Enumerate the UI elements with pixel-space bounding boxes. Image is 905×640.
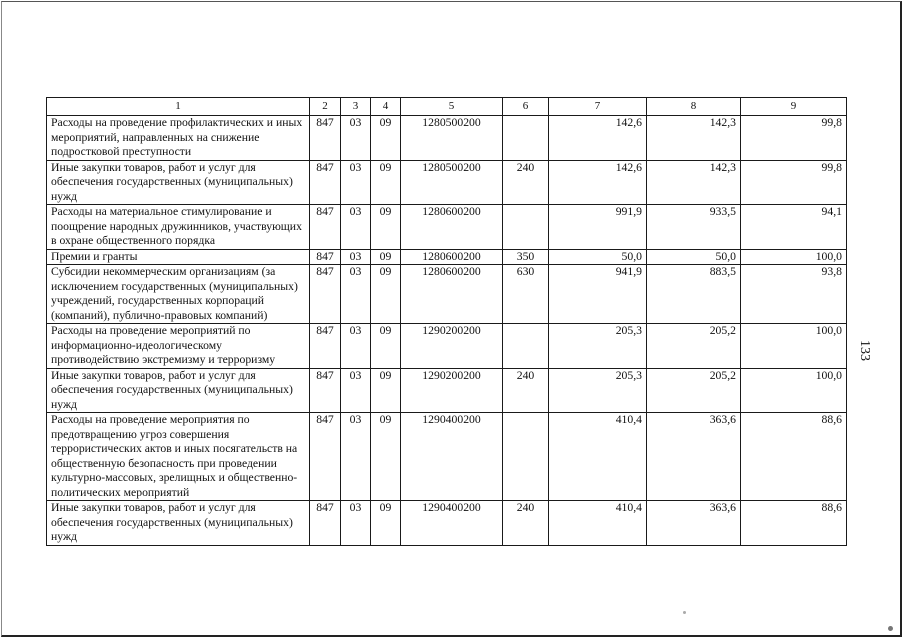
value-col8-cell: 363,6 [647,501,741,546]
section-code-cell: 03 [341,501,371,546]
value-col7-cell: 941,9 [549,265,647,324]
value-col8-cell: 363,6 [647,413,741,501]
expense-name-cell: Иные закупки товаров, работ и услуг для обеспечения государственных (муниципальных) нужд [47,368,310,413]
ministry-code-cell: 847 [310,413,341,501]
percent-cell: 100,0 [741,324,847,369]
target-article-cell: 1280500200 [401,160,503,205]
column-header: 3 [341,98,371,116]
page-number: 133 [857,340,872,361]
ministry-code-cell: 847 [310,265,341,324]
percent-cell: 99,8 [741,116,847,161]
section-code-cell: 03 [341,413,371,501]
subsection-code-cell: 09 [371,160,401,205]
ministry-code-cell: 847 [310,116,341,161]
expense-name-cell: Субсидии некоммерческим организациям (за исключением государственных (муниципальных) учреждений, государственных корпораций (компаний), публично-правовых компаний) [47,265,310,324]
table-row [47,160,847,205]
target-article-cell: 1290200200 [401,324,503,369]
expense-name-cell: Иные закупки товаров, работ и услуг для обеспечения государственных (муниципальных) нужд [47,160,310,205]
ministry-code-cell: 847 [310,160,341,205]
table-row [47,324,847,369]
value-col7-cell: 142,6 [549,116,647,161]
expense-type-cell: 240 [503,501,549,546]
table-row [47,116,847,161]
expense-name-cell: Иные закупки товаров, работ и услуг для обеспечения государственных (муниципальных) нужд [47,501,310,546]
column-header: 2 [310,98,341,116]
expense-type-cell [503,324,549,369]
target-article-cell: 1290400200 [401,413,503,501]
value-col8-cell: 205,2 [647,324,741,369]
value-col7-cell: 410,4 [549,501,647,546]
section-code-cell: 03 [341,324,371,369]
column-header: 1 [47,98,310,116]
section-code-cell: 03 [341,160,371,205]
value-col7-cell: 991,9 [549,205,647,250]
ministry-code-cell: 847 [310,368,341,413]
value-col8-cell: 50,0 [647,249,741,265]
subsection-code-cell: 09 [371,116,401,161]
expense-name-cell: Расходы на проведение мероприятий по информационно-идеологическому противодействию экстремизму и терроризму [47,324,310,369]
value-col7-cell: 205,3 [549,368,647,413]
expense-type-cell [503,205,549,250]
percent-cell: 88,6 [741,501,847,546]
ministry-code-cell: 847 [310,249,341,265]
subsection-code-cell: 09 [371,413,401,501]
expense-type-cell [503,116,549,161]
header-row [47,98,847,116]
value-col8-cell: 933,5 [647,205,741,250]
percent-cell: 94,1 [741,205,847,250]
budget-table [46,97,847,546]
section-code-cell: 03 [341,368,371,413]
value-col7-cell: 410,4 [549,413,647,501]
target-article-cell: 1280600200 [401,205,503,250]
target-article-cell: 1280600200 [401,249,503,265]
subsection-code-cell: 09 [371,205,401,250]
ministry-code-cell: 847 [310,205,341,250]
percent-cell: 99,8 [741,160,847,205]
expense-name-cell: Расходы на проведение профилактических и иных мероприятий, направленных на снижение подростковой преступности [47,116,310,161]
scan-speck [683,611,686,614]
subsection-code-cell: 09 [371,501,401,546]
expense-type-cell: 630 [503,265,549,324]
expense-type-cell [503,413,549,501]
target-article-cell: 1290200200 [401,368,503,413]
subsection-code-cell: 09 [371,324,401,369]
subsection-code-cell: 09 [371,265,401,324]
target-article-cell: 1280600200 [401,265,503,324]
value-col7-cell: 205,3 [549,324,647,369]
section-code-cell: 03 [341,116,371,161]
value-col8-cell: 883,5 [647,265,741,324]
table-row [47,413,847,501]
percent-cell: 100,0 [741,368,847,413]
subsection-code-cell: 09 [371,368,401,413]
table-row [47,368,847,413]
column-header: 6 [503,98,549,116]
section-code-cell: 03 [341,249,371,265]
expense-type-cell: 350 [503,249,549,265]
expense-name-cell: Премии и гранты [47,249,310,265]
ministry-code-cell: 847 [310,324,341,369]
target-article-cell: 1280500200 [401,116,503,161]
table-row [47,205,847,250]
table-row [47,501,847,546]
table-row [47,249,847,265]
subsection-code-cell: 09 [371,249,401,265]
section-code-cell: 03 [341,265,371,324]
ministry-code-cell: 847 [310,501,341,546]
column-header: 4 [371,98,401,116]
percent-cell: 100,0 [741,249,847,265]
percent-cell: 88,6 [741,413,847,501]
expense-name-cell: Расходы на проведение мероприятия по предотвращению угроз совершения террористических актов и иных посягательств на общественную безопасность при проведении культурно-массовых, зрелищных и общественно-политических мероприятий [47,413,310,501]
value-col8-cell: 142,3 [647,160,741,205]
section-code-cell: 03 [341,205,371,250]
scan-speck [888,626,893,631]
value-col7-cell: 142,6 [549,160,647,205]
value-col8-cell: 205,2 [647,368,741,413]
value-col8-cell: 142,3 [647,116,741,161]
expense-type-cell: 240 [503,368,549,413]
expense-name-cell: Расходы на материальное стимулирование и поощрение народных дружинников, участвующих в охране общественного порядка [47,205,310,250]
percent-cell: 93,8 [741,265,847,324]
column-header: 5 [401,98,503,116]
column-header: 7 [549,98,647,116]
column-header: 8 [647,98,741,116]
table-row [47,265,847,324]
column-header: 9 [741,98,847,116]
expense-type-cell: 240 [503,160,549,205]
target-article-cell: 1290400200 [401,501,503,546]
value-col7-cell: 50,0 [549,249,647,265]
